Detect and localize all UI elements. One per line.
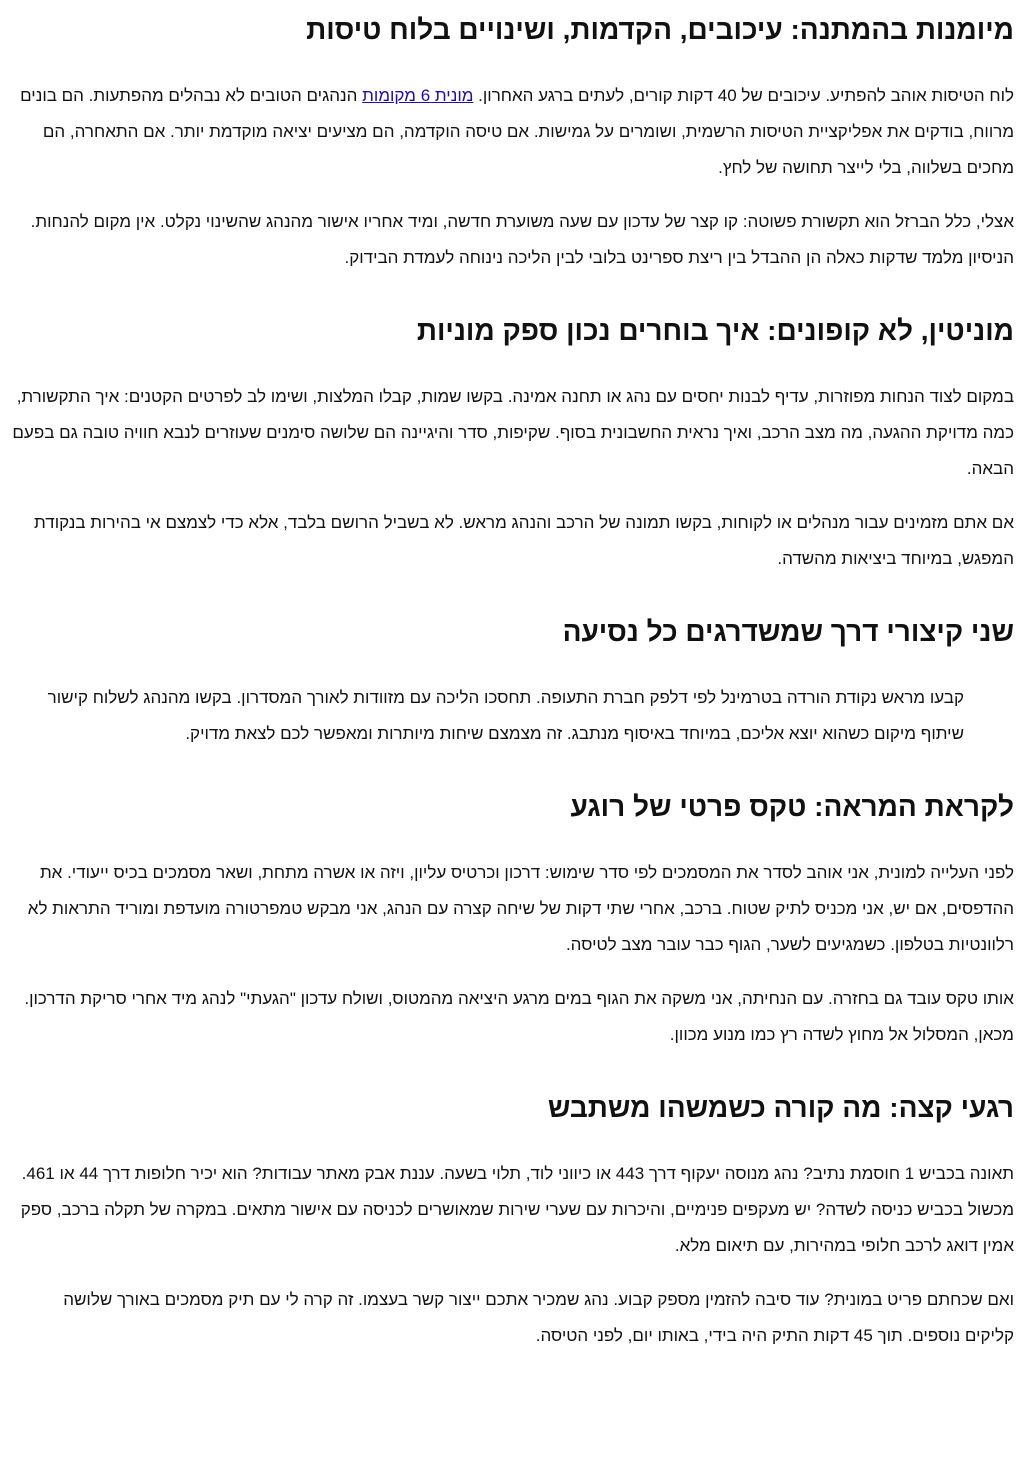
- paragraph-shortcuts: קבעו מראש נקודת הורדה בטרמינל לפי דלפק חברת התעופה. תחסכו הליכה עם מזוודות לאורך המסדרון. בקשו מהנהג לשלוח קישור שיתוף מיקום כשהוא יוצא אליכם, במיוחד באיסוף מנתבג. זה מצמצם שיחות מיותרות ומאפשר לכם לצאת מדויק.: [47, 688, 964, 743]
- section-heading-pre-flight-ritual: לקראת המראה: טקס פרטי של רוגע: [570, 791, 1014, 822]
- six-seat-taxi-link[interactable]: מונית 6 מקומות: [362, 86, 474, 105]
- section-heading-flight-delays: מיומנות בהמתנה: עיכובים, הקדמות, ושינויים בלוח טיסות: [306, 14, 1014, 45]
- paragraph-return-ritual: אותו טקס עובד גם בחזרה. עם הנחיתה, אני משקה את הגוף במים מרגע היציאה מהמטוס, ושולח עדכון "הגעתי" לנהג מיד אחרי סריקת הדרכון. מכאן, המסלול אל מחוץ לשדה רץ כמו מנוע מכוון.: [24, 989, 1014, 1044]
- paragraph-text: לוח הטיסות אוהב להפתיע. עיכובים של 40 דקות קורים, לעתים ברגע האחרון.: [473, 86, 1014, 105]
- article: [0, 13, 1024, 1354]
- paragraph-flight-delays-intro: [12, 78, 1014, 186]
- paragraph-text: הנהגים הטובים לא נבהלים מהפתעות. הם בונים מרווח, בודקים את אפליקציית הטיסות הרשמית, ושומרים על גמישות. אם טיסה הוקדמה, הם מציעים יציאה מוקדמת יותר. אם התאחרה, הם מחכים בשלווה, בלי לייצר תחושה של לחץ.: [20, 86, 1014, 177]
- paragraph-road-disruptions: תאונה בכביש 1 חוסמת נתיב? נהג מנוסה יעקוף דרך 443 או כיווני לוד, תלוי בשעה. עננת אבק מאתר עבודות? הוא יכיר חלופות דרך 44 או 461. מכשול בכביש כניסה לשדה? יש מעקפים פנימיים, והיכרות עם שערי שירות שמאושרים לכניסה עם אישור מתאים. במקרה של תקלה ברכב, ספק אמין דואג לרכב חלופי במהירות, עם תיאום מלא.: [20, 1164, 1014, 1255]
- paragraph-photo-request: אם אתם מזמינים עבור מנהלים או לקוחות, בקשו תמונה של הרכב והנהג מראש. לא בשביל הרושם בלבד, אלא כדי לצמצם אי בהירות בנקודת המפגש, במיוחד ביציאות מהשדה.: [34, 513, 1014, 568]
- section-heading-shortcuts: שני קיצורי דרך שמשדרגים כל נסיעה: [562, 616, 1014, 647]
- section-heading-edge-cases: רגעי קצה: מה קורה כשמשהו משתבש: [547, 1092, 1014, 1123]
- paragraph-communication-rule: אצלי, כלל הברזל הוא תקשורת פשוטה: קו קצר של עדכון עם שעה משוערת חדשה, ומיד אחריו אישור מהנהג שהשינוי נקלט. אין מקום להנחות. הניסיון מלמד שדקות כאלה הן ההבדל בין ריצת ספרינט בלובי לבין הליכה נינוחה לעמדת הבידוק.: [30, 212, 1014, 267]
- paragraph-forgotten-item: ואם שכחתם פריט במונית? עוד סיבה להזמין מספק קבוע. נהג שמכיר אתכם ייצור קשר בעצמו. זה קרה לי עם תיק מסמכים באורך שלושה קליקים נוספים. תוך 45 דקות התיק היה בידי, באותו יום, לפני הטיסה.: [63, 1290, 1014, 1345]
- paragraph-documents-ritual: לפני העלייה למונית, אני אוהב לסדר את המסמכים לפי סדר שימוש: דרכון וכרטיס עליון, ויזה או אשרה מתחת, ושאר מסמכים בכיס ייעודי. את ההדפסים, אם יש, אני מכניס לתיק שטוח. ברכב, אחרי שתי דקות של שיחה קצרה עם הנהג, אני מבקש טמפרטורה מועדפת ומוריד התראות לא רלוונטיות בטלפון. כשמגיעים לשער, הגוף כבר עובר מצב לטיסה.: [27, 863, 1014, 954]
- paragraph-reputation: במקום לצוד הנחות מפוזרות, עדיף לבנות יחסים עם נהג או תחנה אמינה. בקשו שמות, קבלו המלצות, ושימו לב לפרטים הקטנים: איך התקשורת, כמה מדויקת ההגעה, מה מצב הרכב, ואיך נראית החשבונית בסוף. שקיפות, סדר והיגיינה הם שלושה סימנים שעוזרים לנבא חוויה טובה גם בפעם הבאה.: [12, 387, 1014, 478]
- section-heading-choosing-provider: מוניטין, לא קופונים: איך בוחרים נכון ספק מוניות: [416, 315, 1014, 346]
